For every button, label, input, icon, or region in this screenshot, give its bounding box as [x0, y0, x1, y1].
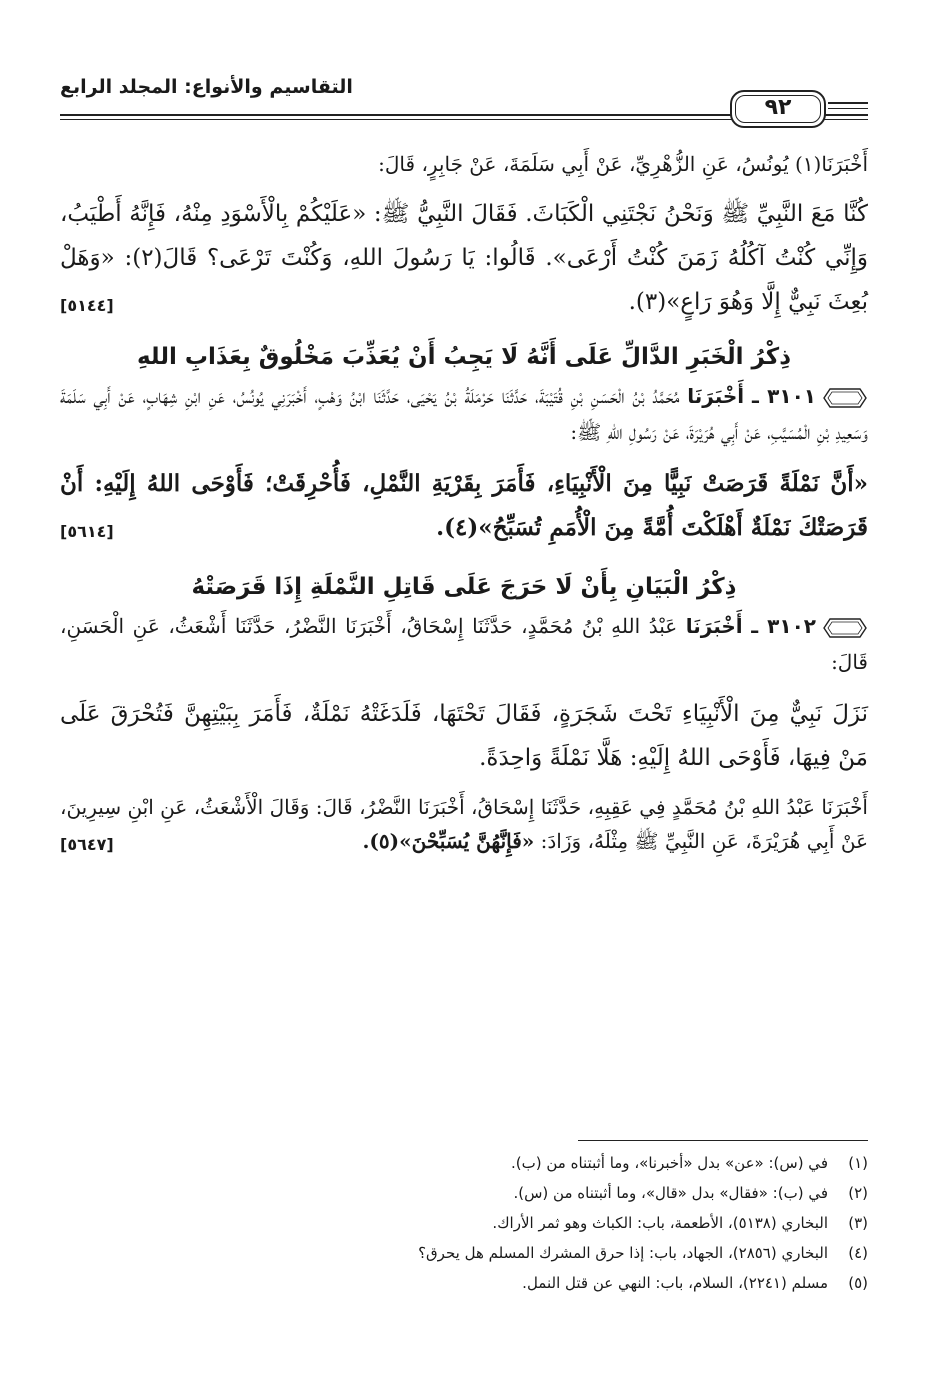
khabar-ornament-icon: [822, 386, 868, 410]
followup-bold: «فَإِنَّهُنَّ يُسَبِّحْنَ»(٥).: [362, 829, 535, 853]
footnote-text: في (ب): «فقال» بدل «قال»، وما أثبتناه من (س).: [513, 1184, 828, 1202]
khabar-ornament-icon: [822, 616, 868, 640]
isnad-line: أَخْبَرَنَا(١) يُونُسُ، عَنِ الزُّهْرِيِّ، عَنْ أَبِي سَلَمَةَ، عَنْ جَابِرٍ، قَالَ:: [378, 152, 868, 176]
hadith-ref: [٥٦٤٧]: [60, 835, 114, 854]
followup-text: أَخْبَرَنَا عَبْدُ اللهِ بْنُ مُحَمَّدٍ فِي عَقِبِهِ، حَدَّثَنَا إِسْحَاقُ، أَخْبَرَنَا النَّضْرُ، قَالَ: وَقَالَ الْأَشْعَثُ، عَنِ ابْنِ سِيرِينَ، عَنْ أَبِي هُرَيْرَةَ، عَنِ النَّبِيِّ ﷺ مِثْلَهُ، وَزَادَ:: [60, 795, 868, 853]
isnad-text: مُحَمَّدُ بْنُ الْحَسَنِ بْنِ قُتَيْبَةَ، حَدَّثَنَا حَرْمَلَةُ بْنُ يَحْيَى، حَدَّثَنَا ابْنُ وَهْبٍ، أَخْبَرَنِي يُونُسُ، عَنِ ابْنِ شِهَابٍ، عَنْ أَبِي سَلَمَةَ وَسَعِيدِ بْنِ الْمُسَيَّبِ، عَنْ أَبِي هُرَيْرَةَ، عَنْ رَسُولِ اللهِ ﷺ:: [60, 384, 868, 444]
header-dash-thin: [828, 108, 868, 109]
hadith-matn: [60, 192, 868, 324]
hadith-isnad: [60, 378, 868, 450]
footnote-number: (٥): [848, 1274, 868, 1292]
footnote-text: مسلم (٢٢٤١)، السلام، باب: النهي عن قتل النمل.: [522, 1274, 828, 1292]
akhbarana-word: أَخْبَرَنَا: [685, 614, 743, 638]
hadith-number: ٣١٠٢ ـ: [751, 614, 816, 638]
section-heading: ذِكْرُ الْبَيَانِ بِأَنْ لَا حَرَجَ عَلَى قَاتِلِ النَّمْلَةِ إِذَا قَرَصَتْهُ: [191, 574, 737, 600]
header-dash: [828, 102, 868, 104]
footnote-text: في (س): «عن» بدل «أخبرنا»، وما أثبتناه من (ب).: [511, 1154, 828, 1172]
book-page: [60, 70, 868, 862]
footnote-text: البخاري (٥١٣٨)، الأطعمة، باب: الكباث وهو ثمر الأراك.: [492, 1214, 828, 1232]
footnote-item: [60, 1178, 868, 1208]
footnote-item: [60, 1148, 868, 1178]
footnote-number: (١): [848, 1154, 868, 1172]
hadith-isnad: [60, 608, 868, 680]
matn-text: «أَنَّ نَمْلَةً قَرَصَتْ نَبِيًّا مِنَ الْأَنْبِيَاءِ، فَأَمَرَ بِقَرْيَةِ النَّمْلِ، فَأُحْرِقَتْ؛ فَأَوْحَى اللهُ إِلَيْهِ: أَنْ قَرَصَتْكَ نَمْلَةٌ أَهْلَكْتَ أُمَّةً مِنَ الْأُمَمِ تُسَبِّحُ»(٤).: [60, 470, 868, 541]
page-number: ٩٢: [764, 95, 792, 120]
hadith-ref: [٥١٤٤]: [60, 296, 114, 315]
hadith-ref: [٥٦١٤]: [60, 522, 114, 541]
footnote-text: البخاري (٢٨٥٦)، الجهاد، باب: إذا حرق المشرك المسلم هل يحرق؟: [418, 1244, 828, 1262]
akhbarana-word: أَخْبَرَنَا: [687, 384, 745, 408]
page-header: [60, 70, 868, 124]
hadith-number: ٣١٠١ ـ: [751, 384, 816, 408]
page-number-frame: [730, 90, 826, 128]
hadith-matn: نَزَلَ نَبِيٌّ مِنَ الْأَنْبِيَاءِ تَحْتَ شَجَرَةٍ، فَقَالَ تَحْتَهَا، فَلَدَغَتْهُ نَمْلَةٌ، فَأَمَرَ بِبَيْتِهِنَّ فَتُحْرَقَ عَلَى مَنْ فِيهَا، فَأَوْحَى اللهُ إِلَيْهِ: هَلَّا نَمْلَةً وَاحِدَةً.: [60, 701, 868, 771]
footnote-item: [60, 1208, 868, 1238]
footnote-number: (٢): [848, 1184, 868, 1202]
isnad-text: عَبْدُ اللهِ بْنُ مُحَمَّدٍ، حَدَّثَنَا إِسْحَاقُ، أَخْبَرَنَا النَّضْرُ، حَدَّثَنَا أَشْعَثُ، عَنِ الْحَسَنِ، قَالَ:: [60, 614, 868, 674]
footnote-item: [60, 1238, 868, 1268]
section-heading: ذِكْرُ الْخَبَرِ الدَّالِّ عَلَى أَنَّهُ لَا يَجِبُ أَنْ يُعَذِّبَ مَخْلُوقٌ بِعَذَابِ اللهِ: [136, 344, 791, 370]
footnote-number: (٤): [848, 1244, 868, 1262]
footnote-number: (٣): [848, 1214, 868, 1232]
footnote-item: [60, 1268, 868, 1298]
footnote-rule: [578, 1140, 868, 1141]
matn-text: كُنَّا مَعَ النَّبِيِّ ﷺ وَنَحْنُ نَجْتَنِي الْكَبَاثَ. فَقَالَ النَّبِيُّ ﷺ: «عَلَيْكُمْ بِالْأَسْوَدِ مِنْهُ، فَإِنَّهُ أَطْيَبُ، وَإِنِّي كُنْتُ آكُلُهُ زَمَنَ كُنْتُ أَرْعَى». قَالُوا: يَا رَسُولَ اللهِ، وَكُنْتَ تَرْعَى؟ قَالَ(٢): «وَهَلْ بُعِثَ نَبِيٌّ إِلَّا وَهُوَ رَاعٍ»(٣).: [60, 201, 868, 315]
hadith-followup: [60, 790, 868, 858]
hadith-matn: [60, 462, 868, 550]
running-title: التقاسيم والأنواع: المجلد الرابع: [60, 76, 353, 98]
footnotes: [60, 1148, 868, 1298]
